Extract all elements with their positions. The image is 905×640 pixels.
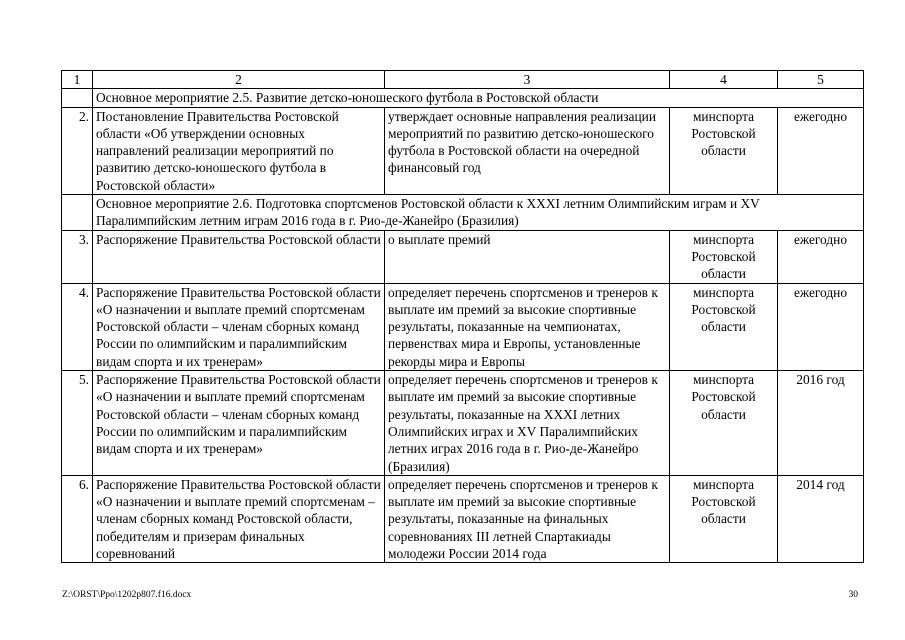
term-cell: ежегодно <box>778 107 864 194</box>
section-title: Основное мероприятие 2.6. Подготовка спортсменов Ростовской области к XXXI летним Олимпийским играм и XV Паралимпийским летним играм 2016 года в г. Рио-де-Жанейро (Бразилия) <box>93 195 864 231</box>
row-number: 6. <box>62 475 93 562</box>
document-cell: Постановление Правительства Ростовской области «Об утверждении основных направлений реализации мероприятий по развитию детско-юношеского футбола в Ростовской области» <box>93 107 385 194</box>
section-row <box>62 89 864 107</box>
term-cell: ежегодно <box>778 283 864 370</box>
executor-cell: минспорта Ростовской области <box>670 107 778 194</box>
empty-cell <box>62 195 93 231</box>
document-cell: Распоряжение Правительства Ростовской области <box>93 230 385 283</box>
executor-cell: минспорта Ростовской области <box>670 230 778 283</box>
executor-cell: минспорта Ростовской области <box>670 283 778 370</box>
empty-cell <box>62 89 93 107</box>
row-number: 2. <box>62 107 93 194</box>
term-cell: 2016 год <box>778 371 864 476</box>
header-cell: 3 <box>385 71 670 89</box>
document-cell: Распоряжение Правительства Ростовской области «О назначении и выплате премий спортсменам Ростовской области – членам сборных команд России по олимпийским и паралимпийским видам спорта и их тренерам» <box>93 283 385 370</box>
executor-cell: минспорта Ростовской области <box>670 475 778 562</box>
term-cell: ежегодно <box>778 230 864 283</box>
table-row <box>62 107 864 194</box>
page-number: 30 <box>848 590 858 600</box>
executor-cell: минспорта Ростовской области <box>670 371 778 476</box>
content-cell: определяет перечень спортсменов и тренеров к выплате им премий за высокие спортивные результаты, показанные на чемпионатах, первенствах мира и Европы, установленные рекорды мира и Европы <box>385 283 670 370</box>
document-cell: Распоряжение Правительства Ростовской области «О назначении и выплате премий спортсменам Ростовской области – членам сборных команд России по олимпийским и паралимпийским видам спорта и их тренерам» <box>93 371 385 476</box>
table-row <box>62 230 864 283</box>
content-cell: определяет перечень спортсменов и тренеров к выплате им премий за высокие спортивные результаты, показанные на XXXI летних Олимпийских играх и XV Паралимпийских летних играх 2016 года в г. Рио-де-Жанейро (Бразилия) <box>385 371 670 476</box>
section-title: Основное мероприятие 2.5. Развитие детско-юношеского футбола в Ростовской области <box>93 89 864 107</box>
header-cell: 2 <box>93 71 385 89</box>
table-row <box>62 475 864 562</box>
document-cell: Распоряжение Правительства Ростовской области «О назначении и выплате премий спортсменам – членам сборных команд Ростовской области, победителям и призерам финальных соревнований <box>93 475 385 562</box>
row-number: 4. <box>62 283 93 370</box>
content-cell: определяет перечень спортсменов и тренеров к выплате им премий за высокие спортивные результаты, показанные на финальных соревнованиях III летней Спартакиады молодежи России 2014 года <box>385 475 670 562</box>
content-cell: утверждает основные направления реализации мероприятий по развитию детско-юношеского футбола в Ростовской области на очередной финансовый год <box>385 107 670 194</box>
table-row <box>62 283 864 370</box>
row-number: 3. <box>62 230 93 283</box>
measures-table <box>61 70 864 563</box>
header-cell: 5 <box>778 71 864 89</box>
term-cell: 2014 год <box>778 475 864 562</box>
header-row <box>62 71 864 89</box>
section-row <box>62 195 864 231</box>
table-row <box>62 371 864 476</box>
content-cell: о выплате премий <box>385 230 670 283</box>
header-cell: 4 <box>670 71 778 89</box>
row-number: 5. <box>62 371 93 476</box>
header-cell: 1 <box>62 71 93 89</box>
file-path: Z:\ORST\Ppo\1202p807.f16.docx <box>62 590 192 600</box>
